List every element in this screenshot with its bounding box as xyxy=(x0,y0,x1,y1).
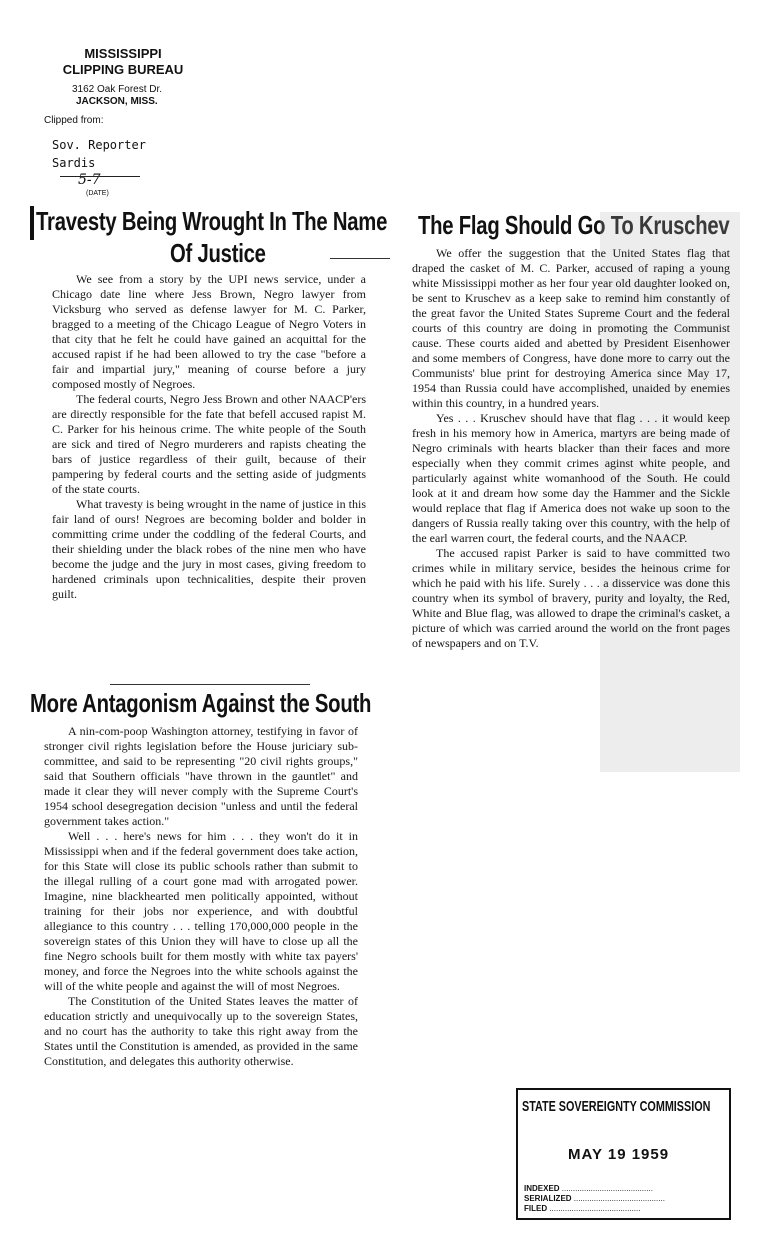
travesty-paragraph: We see from a story by the UPI news service, under a Chicago date line where Jess Brown, Negro lawyer from Vicksburg who served as defense lawyer for M. C. Parker, bragged to a meeting of the Chicago League of Negro Voters in that city that he felt he could have gained an acquittal for the accused rapist if he had been allowed to try the case "before a fair and impartial jury," meaning of course before a jury composed mostly of Negroes. xyxy=(52,272,366,391)
flag-paragraph: The accused rapist Parker is said to have committed two crimes while in military service, besides the heinous crime for which he paid with his life. Surely . . . a disservice was done this country when its symbol of bravery, purity and loyalty, the Red, White and Blue flag, was allowed to drape the criminal's casket, a picture of which was carried around the world on the front pages of newspapers and on T.V. xyxy=(412,546,730,650)
stamp-date: MAY 19 1959 xyxy=(568,1146,670,1163)
travesty-headline-line1: Travesty Being Wrought In The Name xyxy=(36,206,388,236)
bureau-address xyxy=(72,84,162,108)
flag-paragraph: We offer the suggestion that the United States flag that draped the casket of M. C. Parker, accused of raping a young white Mississippi mother as her four year old daughter looked on, be sent to Kruschev as a keep sake to remind him constantly of the great favor the United States Supreme Court and the federal courts of this country are doing in promoting the Communist cause. These courts aided and abetted by President Eisenhower and some members of Congress, have done more to carry out the Communists' blue print for destroying America since May 17, 1954 than Russia could have accomplished, unaided by enemies within this country, in a hundred years. xyxy=(412,246,730,410)
antagonism-paragraph: Well . . . here's news for him . . . they won't do it in Mississippi when and if the federal government does take action, for this State will close its public schools rather than submit to the illegal rulling of a court gone mad with arrogated power. Imagine, nine blackhearted men politically appointed, without training for their jobs nor experience, and with doubtful allegiance to this country . . . telling 170,000,000 people in the sovereign states of this Union they will have to close up all the fine Negro schools built for them mostly with white tax payers' money, and force the Negroes into the white schools against the will of the white people and against the will of most Negroes. xyxy=(44,829,358,993)
stamp-fields xyxy=(524,1184,665,1214)
clipped-from-label: Clipped from: xyxy=(44,115,104,126)
antagonism-paragraph: The Constitution of the United States leaves the matter of education strictly and unequivocally up to the sovereign States, and no court has the authority to take this right away from the States until the Constitution is amended, as provided in the same Constitution, and delegates this authority otherwise. xyxy=(44,994,358,1068)
travesty-paragraph: What travesty is being wrought in the name of justice in this fair land of ours! Negroes are becoming bolder and bolder in committing crime under the coddling of the federal Courts, and their shielding under the black robes of the nine men who have become the judge and the jury in most cases, giving freedom to hardened criminals upon technicalities, despite their proven guilt. xyxy=(52,497,366,601)
source-town: Sardis xyxy=(52,156,96,170)
travesty-body xyxy=(52,272,366,602)
handwritten-date: 5-7 xyxy=(78,172,101,188)
source-paper xyxy=(52,136,146,172)
date-label: (DATE) xyxy=(86,190,109,197)
bureau-city: JACKSON, MISS. xyxy=(76,96,158,107)
travesty-headline-line2: Of Justice xyxy=(170,238,266,268)
bureau-name-line1: MISSISSIPPI xyxy=(84,46,162,61)
stamp-field-serialized: SERIALIZED ..... xyxy=(524,1194,665,1204)
antagonism-headline: More Antagonism Against the South xyxy=(30,688,372,718)
source-paper-name: Sov. Reporter xyxy=(52,138,146,152)
bureau-name xyxy=(58,46,188,78)
headline-marker xyxy=(30,206,34,240)
date-line xyxy=(60,176,140,177)
stamp-field-filed: FILED ..... xyxy=(524,1204,665,1214)
stamp-field-indexed: INDEXED ..... xyxy=(524,1184,665,1194)
flag-headline: The Flag Should Go To Kruschev xyxy=(418,210,730,240)
antagonism-paragraph: A nin-com-poop Washington attorney, testifying in favor of stronger civil rights legislation before the House juriciary sub-committee, and said to be representing "20 civil rights groups," said that Southern officials "have thrown in the gauntlet" and made it clear they will never comply with the Supreme Court's 1954 school desegregation decision "unless and until the federal government takes action." xyxy=(44,724,358,828)
antagonism-body xyxy=(44,724,358,1069)
flag-paragraph: Yes . . . Kruschev should have that flag . . . it would keep fresh in his memory how in America, martyrs are being made of Negro criminals with hearts blacker than their faces and more especially when they commit crimes aginst white people, and particularly against white womanhood of the South. He could look at it and dream how some day the Hammer and the Sickle would replace that flag if America does not wake up soon to the dangers of Russia really taking over this country, with the help of the earl warren court, the federal courts, and the NAACP. xyxy=(412,411,730,545)
bureau-street: 3162 Oak Forest Dr. xyxy=(72,84,163,95)
bureau-name-line2: CLIPPING BUREAU xyxy=(62,62,184,77)
travesty-paragraph: The federal courts, Negro Jess Brown and other NAACP'ers are directly responsible for the fate that befell accused rapist M. C. Parker for his heinous crime. The white people of the South are sick and tired of Negro murderers and rapists cheating the bars of justice regardless of their guilt, because of their pampering by federal courts and the setting aside of judgments of the state courts. xyxy=(52,392,366,496)
stamp-title: STATE SOVEREIGNTY COMMISSION xyxy=(522,1098,711,1115)
sovereignty-commission-stamp xyxy=(516,1088,731,1220)
flag-body xyxy=(412,246,730,651)
article-divider xyxy=(110,684,310,685)
column-divider xyxy=(330,258,390,259)
